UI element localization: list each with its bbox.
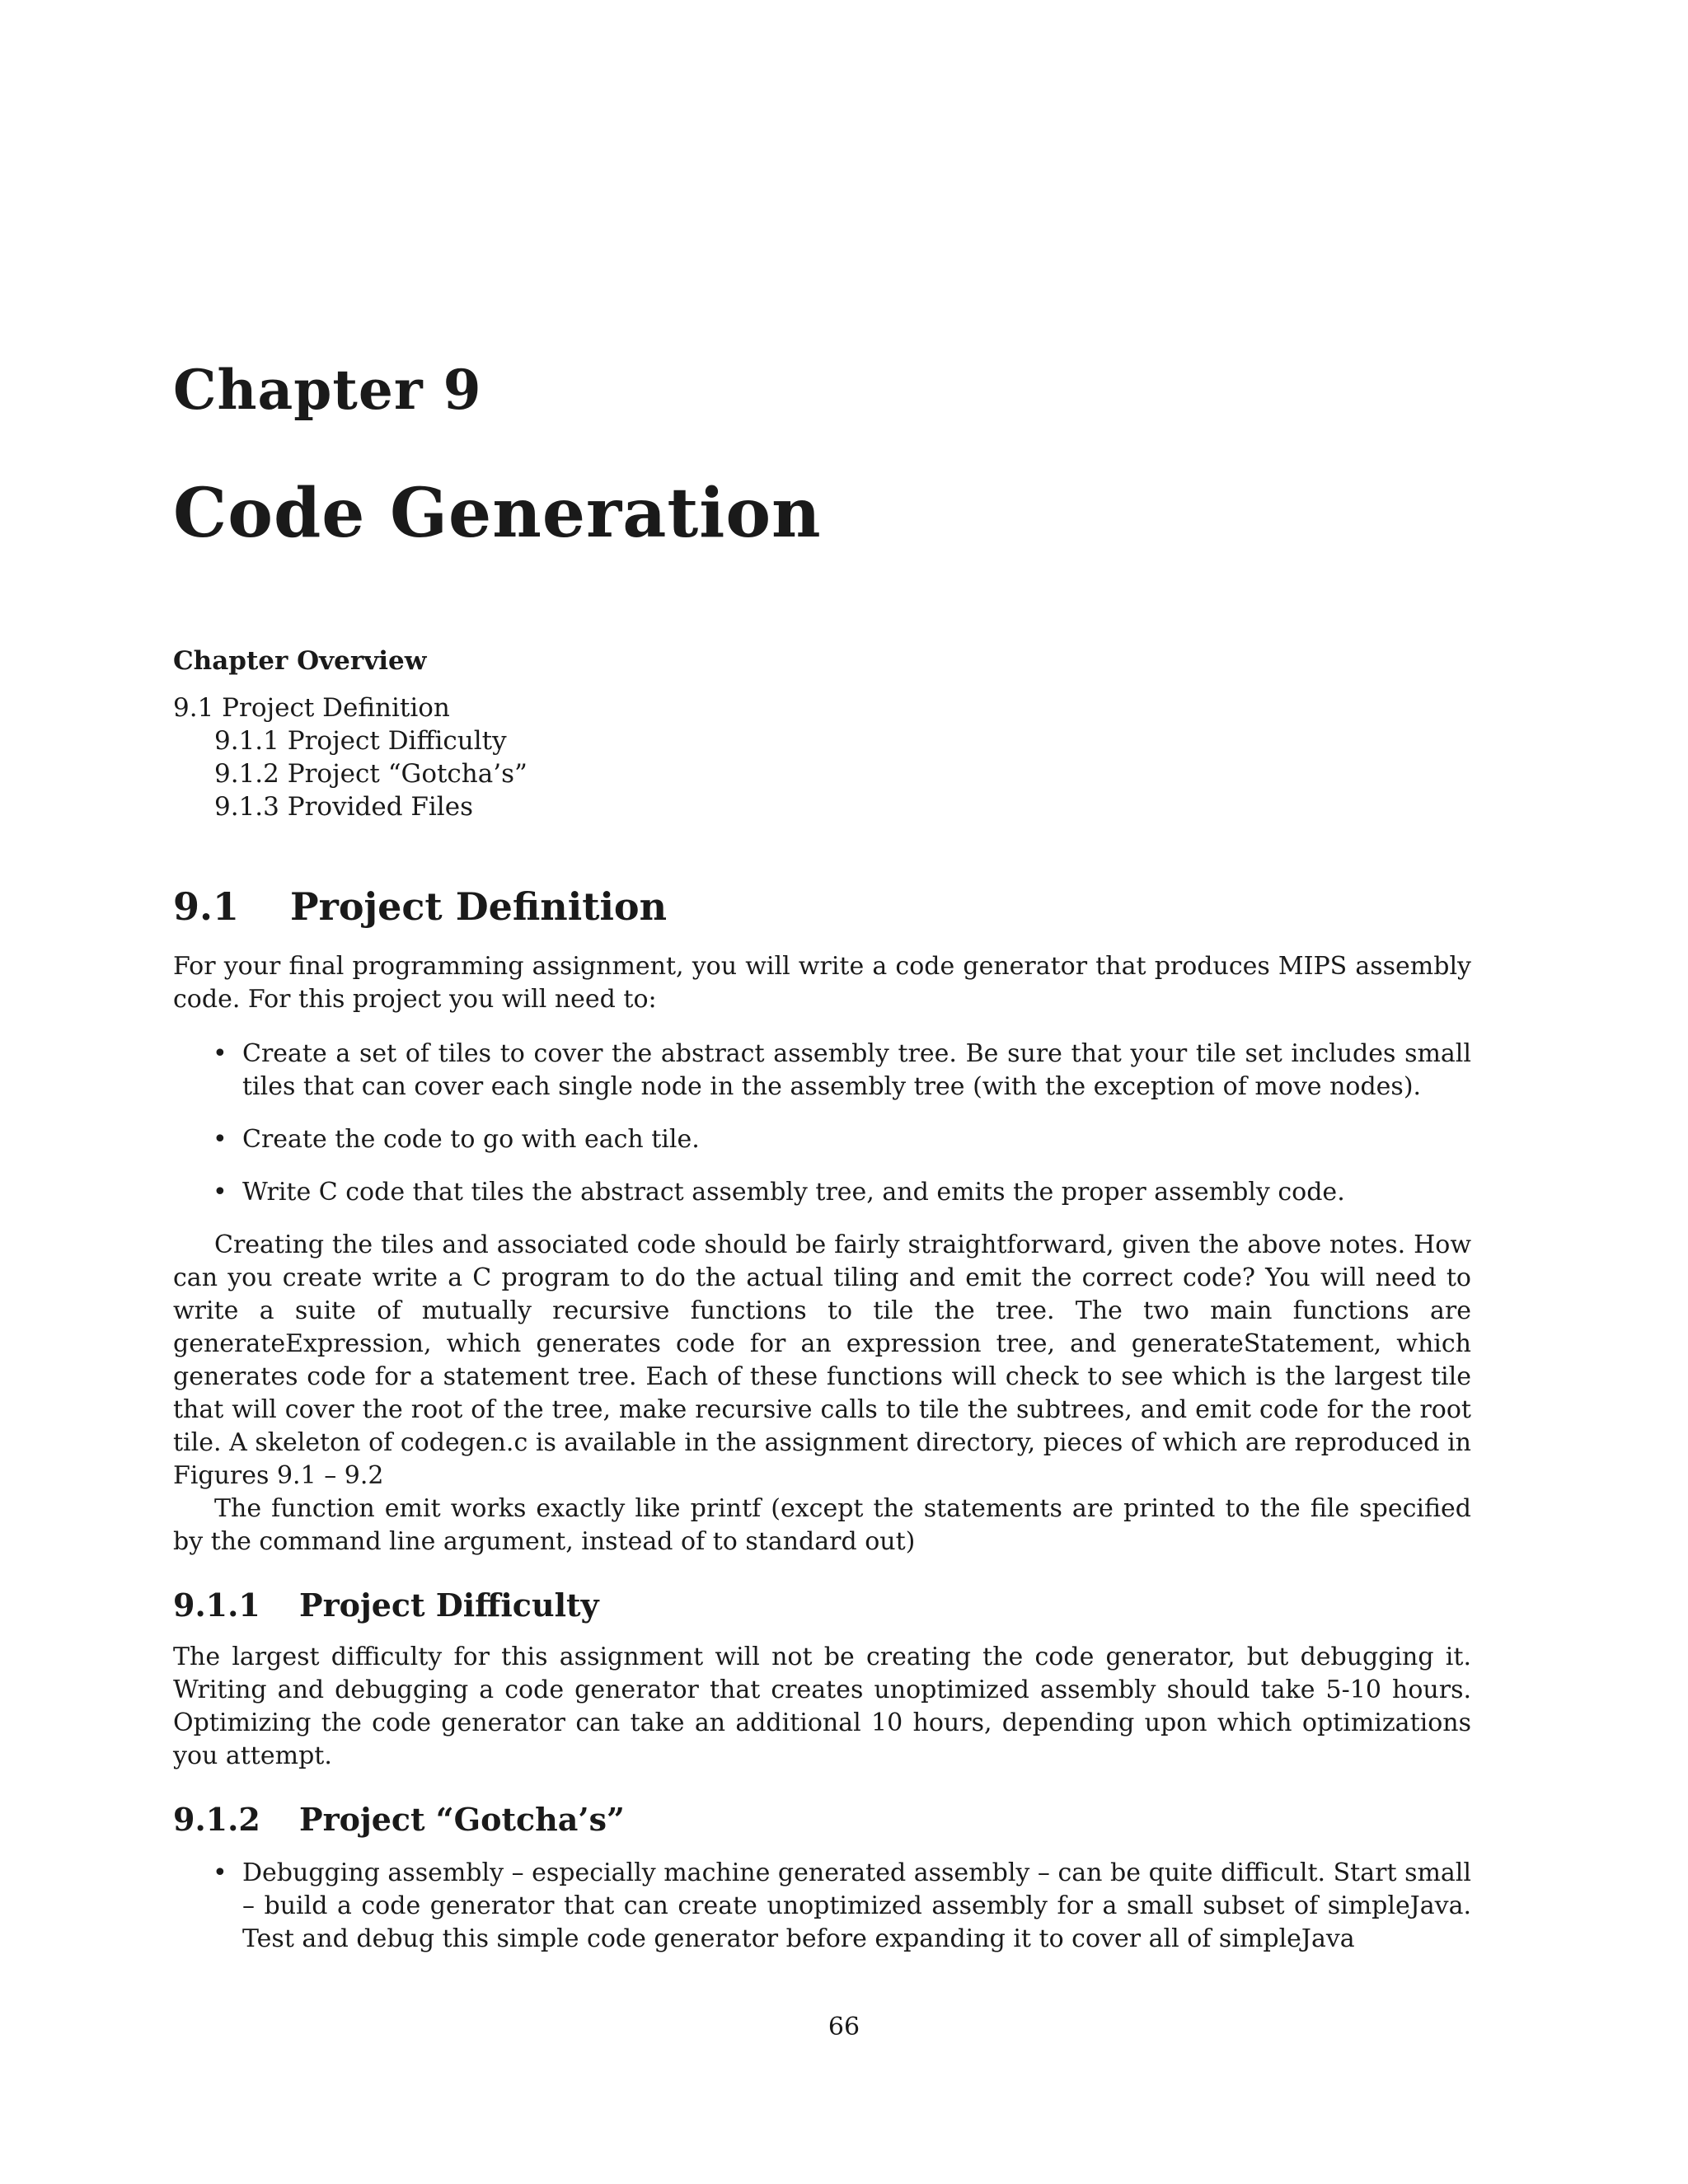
page-content	[173, 358, 1471, 1975]
list-item: • Create the code to go with each tile.	[242, 1123, 1471, 1156]
toc-item-9-1[interactable]: 9.1 Project Definition	[173, 693, 450, 724]
toc-item-9-1-2[interactable]: 9.1.2 Project “Gotcha’s”	[214, 759, 528, 790]
chapter-overview-heading: Chapter Overview	[173, 646, 427, 676]
toc-item-9-1-1[interactable]: 9.1.1 Project Difficulty	[214, 726, 507, 757]
chapter-label: Chapter 9	[173, 358, 482, 422]
list-item: • Debugging assembly – especially machine generated assembly – can be quite difficult. Start small – build a code generator that can create unoptimized assembly for a small subset of simpleJava. Test and debug this simple code generator before expanding it to cover all of simpleJava	[242, 1857, 1471, 1956]
list-item: • Create a set of tiles to cover the abstract assembly tree. Be sure that your tile set includes small tiles that can cover each single node in the assembly tree (with the exception of move nodes).	[242, 1038, 1471, 1104]
toc-item-9-1-3[interactable]: 9.1.3 Provided Files	[214, 792, 473, 823]
list-item: • Write C code that tiles the abstract assembly tree, and emits the proper assembly code.	[242, 1176, 1471, 1209]
chapter-overview-list	[173, 691, 1471, 823]
body-paragraph: Creating the tiles and associated code should be fairly straightforward, given the above notes. How can you create write a C program to do the actual tiling and emit the correct code? You will need to write a suite of mutually recursive functions to tile the tree. The two main functions are generateExpression, which generates code for an expression tree, and generateStatement, which generates code for a statement tree. Each of these functions will check to see which is the largest tile that will cover the root of the tree, make recursive calls to tile the subtrees, and emit code for the root tile. A skeleton of codegen.c is available in the assignment directory, pieces of which are reproduced in Figures 9.1 – 9.2	[173, 1230, 1471, 1491]
body-paragraph: The largest difficulty for this assignment will not be creating the code generator, but debugging it. Writing and debugging a code generator that creates unoptimized assembly should take 5-10 hours. Optimizing the code generator can take an additional 10 hours, depending upon which optimizations you attempt.	[173, 1643, 1471, 1771]
subsection-title: Project “Gotcha’s”	[299, 1801, 625, 1839]
requirements-list	[173, 1038, 1471, 1209]
subsection-number: 9.1.2	[173, 1801, 260, 1839]
section-title: Project Definition	[290, 884, 668, 930]
subsection-number: 9.1.1	[173, 1586, 260, 1624]
gotchas-list	[173, 1857, 1471, 1956]
section-heading-9-1	[173, 884, 1471, 930]
subsection-heading-9-1-2	[173, 1801, 1471, 1839]
chapter-title: Code Generation	[173, 474, 822, 553]
section-number: 9.1	[173, 884, 240, 930]
section-intro-paragraph: For your final programming assignment, you will write a code generator that produces MIPS assembly code. For this project you will need to:	[173, 952, 1471, 1015]
subsection-title: Project Difficulty	[299, 1586, 599, 1624]
subsection-heading-9-1-1	[173, 1586, 1471, 1624]
body-paragraph: The function emit works exactly like printf (except the statements are printed to the file specified by the command line argument, instead of to standard out)	[173, 1494, 1471, 1557]
page-number: 66	[828, 2013, 860, 2041]
